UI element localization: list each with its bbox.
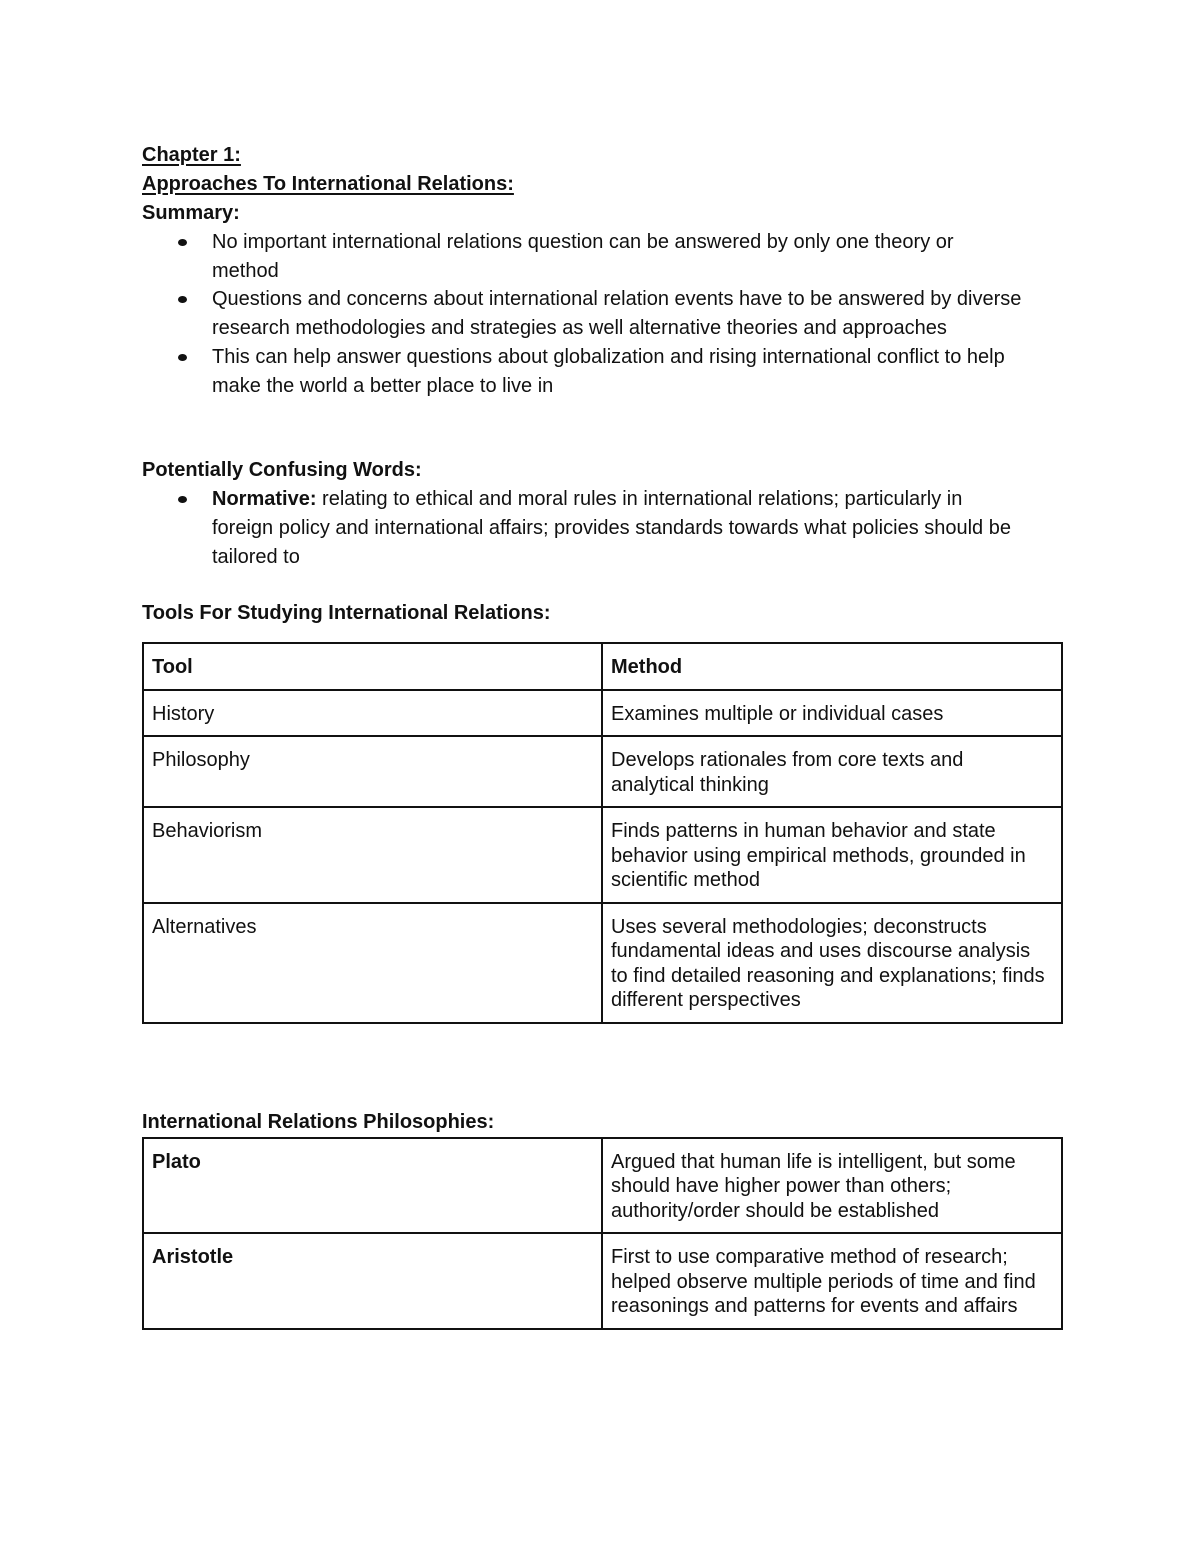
method-cell: Finds patterns in human behavior and state behavior using empirical methods, grounded in scientific method (602, 807, 1062, 903)
philosophies-table (142, 1137, 1063, 1330)
philosophies-heading: International Relations Philosophies: (142, 1110, 495, 1133)
tools-heading: Tools For Studying International Relations: (142, 602, 551, 625)
summary-bullet: No important international relations question can be answered by only one theory or method (142, 228, 1062, 285)
philosophy-cell: Argued that human life is intelligent, but some should have higher power than others; authority/order should be established (602, 1138, 1062, 1234)
definition-item (142, 485, 1062, 571)
tool-cell: Behaviorism (143, 807, 602, 903)
section-title: Approaches To International Relations: (142, 173, 514, 195)
table-row (143, 903, 1062, 1023)
definition-term: Normative: (212, 488, 317, 511)
table-row (143, 736, 1062, 807)
philosophy-cell: First to use comparative method of research; helped observe multiple periods of time and find reasonings and patterns for events and affairs (602, 1233, 1062, 1329)
summary-heading: Summary: (142, 202, 240, 224)
table-row (143, 690, 1062, 737)
method-cell: Develops rationales from core texts and analytical thinking (602, 736, 1062, 807)
philosopher-cell: Plato (143, 1138, 602, 1234)
tool-cell: History (143, 690, 602, 737)
definition-text: relating to ethical and moral rules in international relations; particularly in foreign policy and international affairs; provides standards towards what policies should be tailored to (212, 488, 1011, 568)
document-page (142, 141, 1062, 1330)
table-row (143, 807, 1062, 903)
summary-list (142, 228, 1062, 400)
tool-cell: Philosophy (143, 736, 602, 807)
table-row (143, 1233, 1062, 1329)
table-row (143, 1138, 1062, 1234)
method-cell: Uses several methodologies; deconstructs fundamental ideas and uses discourse analysis to find detailed reasoning and explanations; finds different perspectives (602, 903, 1062, 1023)
tools-table (142, 642, 1063, 1024)
summary-bullet: This can help answer questions about globalization and rising international conflict to help make the world a better place to live in (142, 343, 1062, 400)
confusing-words-heading: Potentially Confusing Words: (142, 459, 422, 482)
table-header-cell: Tool (143, 643, 602, 690)
tool-cell: Alternatives (143, 903, 602, 1023)
summary-bullet: Questions and concerns about international relation events have to be answered by diverse research methodologies and strategies as well alternative theories and approaches (142, 285, 1062, 342)
method-cell: Examines multiple or individual cases (602, 690, 1062, 737)
table-header-cell: Method (602, 643, 1062, 690)
table-header-row (143, 643, 1062, 690)
philosopher-cell: Aristotle (143, 1233, 602, 1329)
chapter-title: Chapter 1: (142, 144, 241, 166)
confusing-words-list (142, 485, 1062, 571)
